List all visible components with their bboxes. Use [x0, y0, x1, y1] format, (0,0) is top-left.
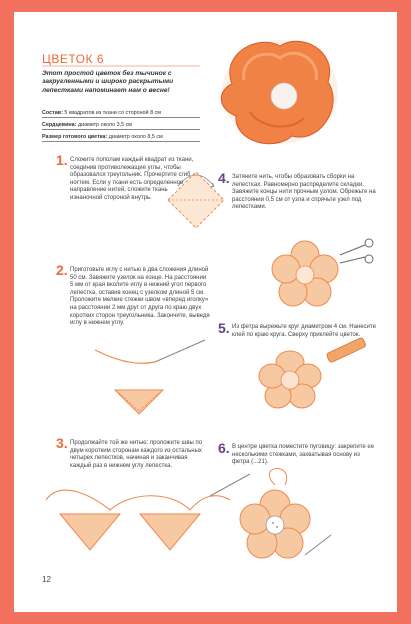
step2-number: 2.: [56, 262, 68, 278]
step2-text: Приготовьте иглу с нитью в два сложения длиной 50 см. Завяжите узелок на конце. На расстоянии 5 мм от края вколите иглу в нижний угол первого лепестка, оставив конец с узелком длиной 5 см. Проложите мелкие стежки швом «вперед иголку» на расстоянии 2 мм друг от друга по краю двух коротких сторон треугольника. Закончите, выведя иглу в нижнем углу.: [70, 267, 210, 327]
step3-text: Продолжайте той же нитью: проложите швы по двум коротким сторонам каждого из остальных четырех лепестков, начиная и заканчивая каждый раз в нижнем углу лепестка.: [70, 440, 203, 469]
step5-diagram: [259, 337, 366, 408]
intro-text: Этот простой цветок без тычинок с закругленными и широко раскрытыми лепестками напоминает нам о весне!: [42, 70, 174, 94]
step5-text: Из фетра вырежьте круг диаметром 4 см. Нанесите клей по краю круга. Сверху приклейте цветок.: [232, 324, 376, 338]
step3-diagram: [46, 474, 250, 550]
step4-text: Затяните нить, чтобы образовать сборки на лепестках. Равномерно распределите складки. Завяжите концы нити прочным узлом. Обрежьте на расстоянии 0,5 см от узла и спрячьте узел под лепестками.: [232, 174, 376, 211]
step4-diagram: [272, 239, 373, 306]
step5-number: 5.: [218, 320, 230, 336]
page-number: 12: [42, 575, 51, 584]
page-title: ЦВЕТОК 6: [42, 52, 105, 66]
step2-diagram: [95, 340, 205, 414]
button-center: [271, 83, 297, 109]
spec-composition: Состав: 5 квадратов из ткани со стороной 8 см: [42, 110, 200, 118]
flower-photo: [221, 40, 338, 144]
step4-number: 4.: [218, 170, 230, 186]
step3-number: 3.: [56, 435, 68, 451]
spec-core: Сердцевина: диаметр около 3,5 см: [42, 122, 200, 130]
step6-number: 6.: [218, 440, 230, 456]
step1-number: 1.: [56, 152, 68, 168]
step6-text: В центре цветка поместите пуговицу: закрепите ее несколькими стежками, захватывая основу из фетра (...21).: [232, 444, 375, 466]
step1-text: Сложите пополам каждый квадрат из ткани, соединив противолежащие углы, чтобы образовался треугольник. Прочертите сгиб ногтем. Если у ткани есть определенное направление нитей, сложите ткань изнаночной стороной внутрь.: [70, 157, 194, 201]
spec-size: Размер готового цветка: диаметр около 8,5 см: [42, 134, 200, 142]
step6-diagram: [240, 468, 331, 558]
